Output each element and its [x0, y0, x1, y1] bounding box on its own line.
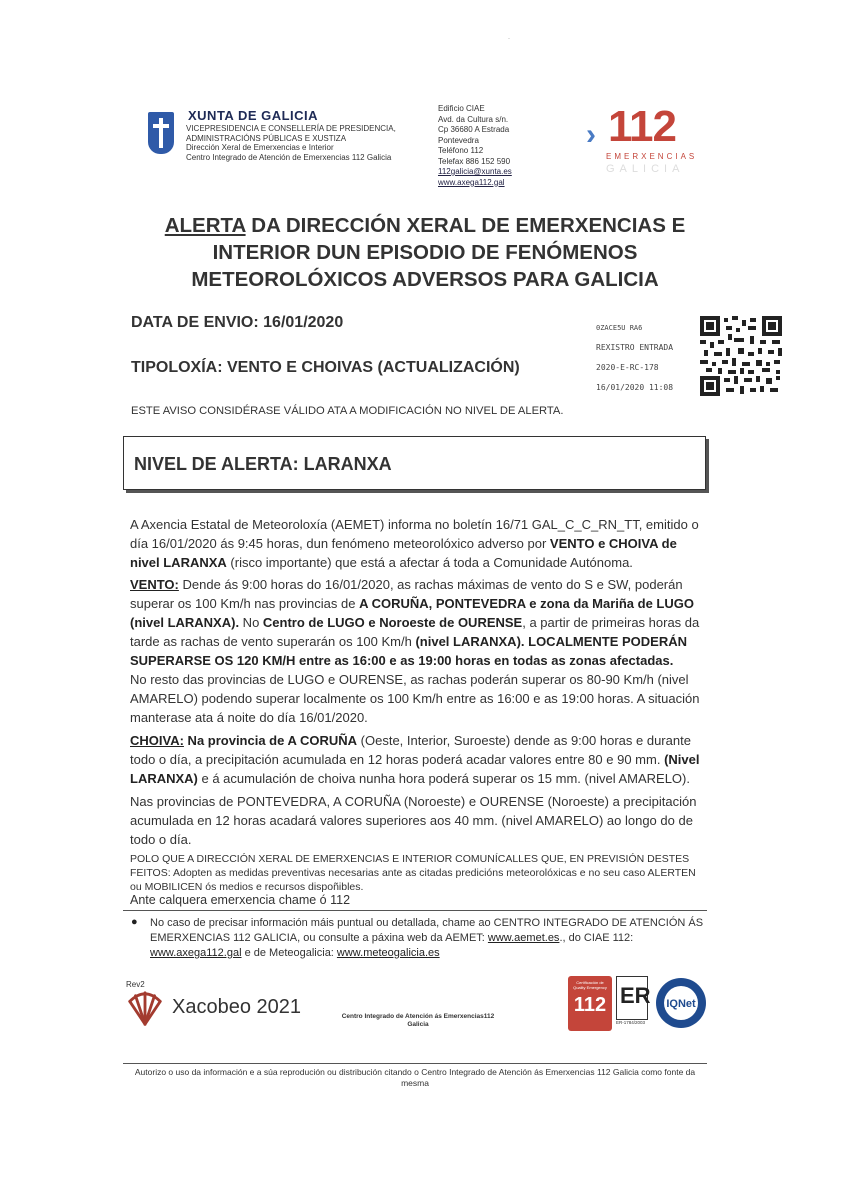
iqnet-seal-icon [654, 976, 708, 1030]
org-name: XUNTA DE GALICIA [188, 108, 319, 123]
qr-code-icon [700, 316, 782, 396]
info-text: No caso de precisar información máis puntual ou detallada, chame ao CENTRO INTEGRADO DE ATENCIÓN ÁS EMERXENCIAS 112 GALICIA, ou consulte a páxina web da AEMET: [150, 917, 704, 944]
stamp-line: REXISTRO ENTRADA [596, 343, 674, 352]
directive-paragraph: POLO QUE A DIRECCIÓN XERAL DE EMERXENCIAS E INTERIOR COMUNÍCALLES QUE, EN PREVISIÓN DESTES FEITOS: Adopten as medidas preventivas necesarias ante as citadas predicións meteorolóxicas e no seu caso ALERTEN ou MOBILICEN ós medios e recursos dispoñibles. [130, 853, 696, 893]
org-lines [186, 124, 396, 162]
iqnet-text: IQNet [666, 998, 696, 1010]
cert1-title: Certificación de Quality Emergency [573, 980, 607, 990]
center-label: Centro Integrado de Atención ás Emerxencias112 Galicia [341, 1013, 495, 1028]
org-line: Centro Integrado de Atención de Emerxencias 112 Galicia [186, 152, 392, 162]
xacobeo-text: Xacobeo 2021 [172, 996, 302, 1018]
rain-bold: Na provincia de A CORUÑA [183, 733, 358, 748]
er-logo: ER [620, 983, 651, 1008]
address-block [438, 104, 512, 188]
typology: TIPOLOXÍA: VENTO E CHOIVAS (ACTUALIZACIÓN) [131, 359, 520, 376]
bullet-icon: ● [131, 916, 138, 928]
wind-paragraph [130, 575, 710, 670]
title-line3: METEOROLÓXICOS ADVERSOS PARA GALICIA [191, 268, 659, 291]
intro-text: A Axencia Estatal de Meteoroloxía (AEMET) informa no boletín 16/71 GAL_C_C_RN_TT, emitido o día 16/01/2020 ás 9:45 horas, dun fenómeno meteorolóxico adverso por [130, 517, 699, 551]
wind-label: VENTO: [130, 577, 179, 592]
cert2-code: ER-1784/2003 [616, 1020, 646, 1025]
logo-number: 112 [608, 102, 676, 151]
address-line: Avd. da Cultura s/n. [438, 114, 509, 124]
quality-certificate-badge [568, 976, 612, 1031]
alert-level: NIVEL DE ALERTA: LARANXA [134, 454, 392, 474]
divider [123, 910, 707, 911]
address-line: Teléfono 112 [438, 146, 484, 155]
axega-link[interactable]: www.axega112.gal [150, 947, 242, 959]
scallop-shell-icon [126, 990, 164, 1028]
validity-notice: ESTE AVISO CONSIDÉRASE VÁLIDO ATA A MODIFICACIÓN NO NIVEL DE ALERTA. [131, 405, 564, 417]
wind-rest-paragraph: No resto das provincias de LUGO e OURENSE, as rachas poderán superar os 80-90 Km/h (nivel AMARELO) podendo superar localmente os 100 Km/h entre as 16:00 e as 19:00 horas. A situación manterase ata á noite do día 16/01/2020. [130, 672, 700, 725]
meteogalicia-link[interactable]: www.meteogalicia.es [336, 947, 440, 959]
info-text: e de Meteogalicia: [241, 947, 337, 959]
alert-level-box [123, 436, 706, 490]
page-title [120, 212, 730, 293]
email-link[interactable]: 112galicia@xunta.es [438, 167, 512, 176]
wind-bold: Centro de LUGO e Noroeste de OURENSE [262, 615, 523, 630]
info-paragraph [150, 916, 708, 961]
rain-paragraph [130, 731, 710, 788]
wind-text: No [239, 615, 263, 630]
rain-rest-paragraph: Nas provincias de PONTEVEDRA, A CORUÑA (Noroeste) e OURENSE (Noroeste) a precipitación acumulada en 12 horas acadará valores superiores aos 40 mm. (nivel AMARELO) ao longo do de todo o día. [130, 794, 697, 847]
info-text: ., do CIAE 112: [559, 932, 634, 944]
galicia-shield-icon [148, 112, 174, 154]
address-line: Edificio CIAE [438, 104, 485, 113]
rain-text: (Oeste, Interior, Suroeste) dende as 9:00 horas e durante todo o día, a precipitación acumulada en 12 horas poderá acadar valores entre 80 e 90 mm. [130, 733, 691, 767]
org-line: VICEPRESIDENCIA E CONSELLERÍA DE PRESIDENCIA, [186, 124, 396, 133]
intro-bold: VENTO e CHOIVA de nivel LARANXA [130, 536, 677, 570]
aemet-link[interactable]: www.aemet.es [487, 932, 560, 944]
wind-text: Dende ás 9:00 horas do 16/01/2020, as rachas máximas de vento do S e SW, poderán superar os 100 Km/h nas provincias de [130, 577, 683, 611]
stamp-line: 2020-E-RC-178 [596, 363, 659, 372]
intro-text: (risco importante) que está a afectar á toda a Comunidade Autónoma. [226, 555, 633, 570]
title-highlight: ALERTA [164, 214, 246, 237]
rain-text: e á acumulación de choiva nunha hora poderá superar os 15 mm. (nivel AMARELO). [197, 771, 690, 786]
wind-bold: A CORUÑA, PONTEVEDRA e zona da Mariña de LUGO (nivel LARANXA). [130, 596, 694, 630]
web-link[interactable]: www.axega112.gal [438, 177, 505, 187]
registry-stamp [596, 318, 673, 398]
emergency-call: Ante calquera emerxencia chame ó 112 [130, 893, 351, 907]
wind-text: , a partir de primeiras horas da tarde as rachas de vento superarán os 100 Km/h [130, 615, 700, 649]
aenor-er-badge [616, 976, 651, 1020]
logo-sub1: EMERXENCIAS [606, 152, 698, 161]
rain-label: CHOIVA: [130, 733, 184, 748]
scan-mark: · [508, 36, 510, 42]
intro-paragraph [130, 515, 710, 572]
send-date: DATA DE ENVIO: 16/01/2020 [131, 314, 344, 331]
footer-divider [123, 1063, 707, 1064]
revision-label: Rev2 [126, 980, 145, 989]
title-line2: INTERIOR DUN EPISODIO DE FENÓMENOS [212, 241, 638, 264]
logo-sub2: GALICIA [606, 163, 685, 175]
chevron-right-icon: › [586, 118, 596, 151]
title-rest: DA DIRECCIÓN XERAL DE EMERXENCIAS E [245, 214, 686, 237]
rain-bold: (Nivel LARANXA) [130, 752, 700, 786]
cert1-number: 112 [573, 994, 607, 1016]
address-line: Telefax 886 152 590 [438, 156, 511, 166]
stamp-line: 16/01/2020 11:08 [596, 383, 674, 392]
address-line: Cp 36680 A Estrada [438, 125, 510, 134]
wind-bold: (nivel LARANXA). LOCALMENTE PODERÁN SUPERARSE OS 120 KM/H entre as 16:00 e as 19:00 horas en todas as zonas afectadas. [130, 634, 688, 668]
org-line: ADMINISTRACIÓNS PÚBLICAS E XUSTIZA [186, 133, 347, 143]
address-line: Pontevedra [438, 135, 479, 145]
logo-112-galicia [586, 102, 696, 182]
footer-disclaimer: Autorizo o uso da información e a súa reprodución ou distribución citando o Centro Integrado de Atención ás Emerxencias 112 Galicia como fonte da mesma [134, 1067, 696, 1088]
stamp-code: 0ZACE5U RA6 [596, 324, 643, 332]
org-line: Dirección Xeral de Emerxencias e Interior [186, 143, 334, 152]
